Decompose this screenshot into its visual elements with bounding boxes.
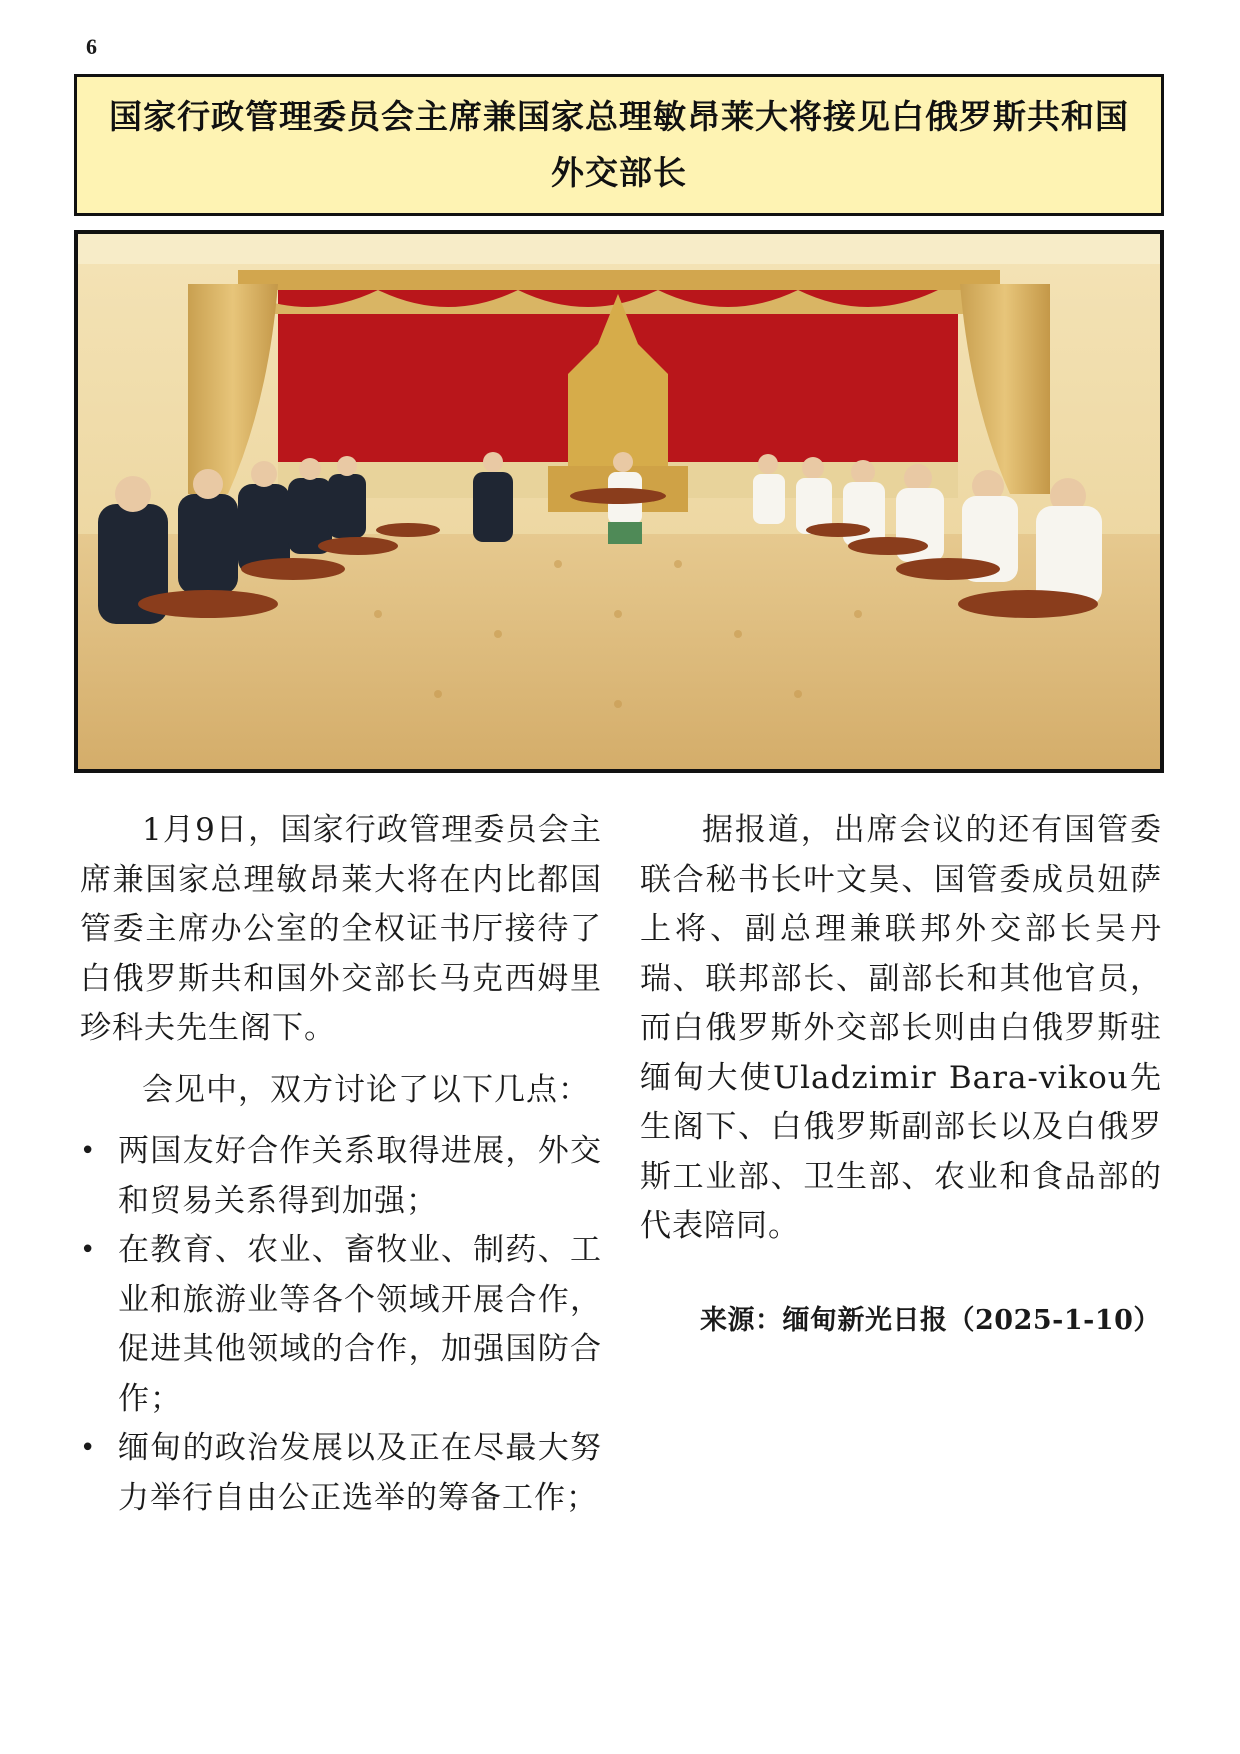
list-item: • 两国友好合作关系取得进展，外交和贸易关系得到加强； (80, 1127, 602, 1226)
right-column (640, 806, 1162, 1264)
discussion-points (80, 1127, 602, 1523)
attendees-paragraph: 据报道，出席会议的还有国管委联合秘书长叶文昊、国管委成员妞萨上将、副总理兼联邦外交部长吴丹瑞、联邦部长、副部长和其他官员，而白俄罗斯外交部长则由白俄罗斯驻缅甸大使Uladzimir Bara-vikou先生阁下、白俄罗斯副部长以及白俄罗斯工业部、卫生部、农业和食品部的代表陪同。 (640, 812, 1162, 1244)
list-item: • 缅甸的政治发展以及正在尽最大努力举行自由公正选举的筹备工作； (80, 1424, 602, 1523)
title-box (74, 74, 1164, 216)
list-item: • 在教育、农业、畜牧业、制药、工业和旅游业等各个领域开展合作，促进其他领域的合作，加强国防合作； (80, 1226, 602, 1424)
meeting-photo (74, 230, 1164, 773)
left-column (80, 806, 602, 1523)
article-title: 国家行政管理委员会主席兼国家总理敏昂莱大将接见白俄罗斯共和国外交部长 (109, 97, 1129, 192)
discussion-intro: 会见中，双方讨论了以下几点： (142, 1071, 590, 1108)
intro-paragraph: 1月9日，国家行政管理委员会主席兼国家总理敏昂莱大将在内比都国管委主席办公室的全权证书厅接待了白俄罗斯共和国外交部长马克西姆里珍科夫先生阁下。 (80, 812, 602, 1046)
bullet-icon: • (80, 1235, 97, 1265)
bullet-icon: • (80, 1433, 97, 1463)
bullet-icon: • (80, 1136, 97, 1166)
source-credit: 来源：缅甸新光日报（2025-1-10） (700, 1305, 1161, 1336)
page-number: 6 (86, 34, 97, 59)
meeting-photo-icon (78, 234, 1160, 769)
